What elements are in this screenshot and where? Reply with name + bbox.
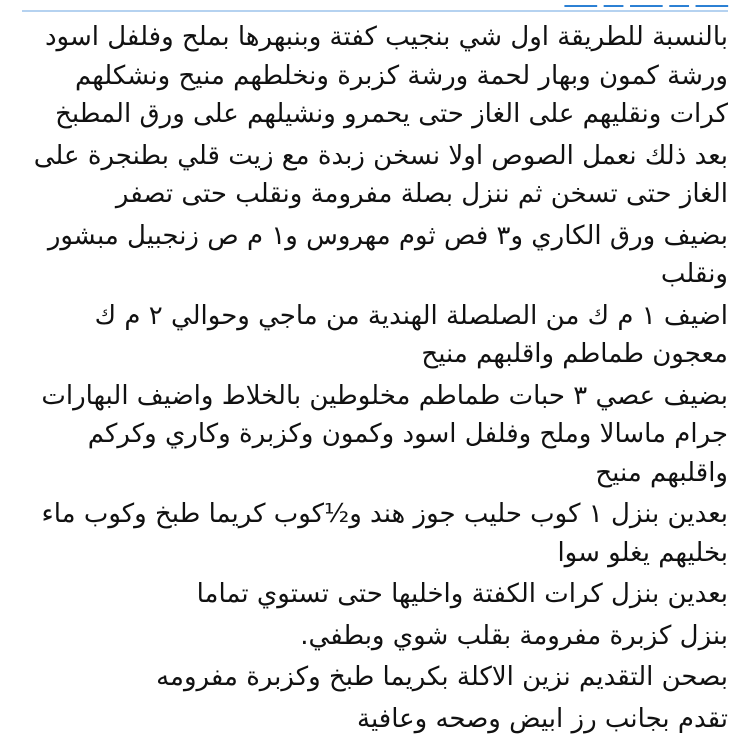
- paragraph-coconut-milk: بعدين بنزل ١ كوب حليب جوز هند و½كوب كريما طبخ وكوب ماء بخليهم يغلو سوا: [41, 499, 728, 568]
- paragraph-garnish: بصحن التقديم نزين الاكلة بكريما طبخ وكزبرة مفرومه: [156, 662, 728, 692]
- clipped-header-text: ـــــ ـــ ـــــ ـــ ـــــ: [22, 0, 728, 14]
- paragraph-sauce-base: بعد ذلك نعمل الصوص اولا نسخن زبدة مع زيت قلي بطنجرة على الغاز حتى تسخن ثم ننزل بصلة مفرومة ونقلب حتى تصفر: [33, 140, 728, 209]
- paragraph-add-kofta: بعدين بنزل كرات الكفتة واخليها حتى تستوي تماما: [196, 579, 728, 609]
- paragraph-curry-garlic: بضيف ورق الكاري و٣ فص ثوم مهروس و١ م ص زنجبيل مبشور ونقلب: [47, 220, 728, 289]
- paragraph-tomatoes-spices: بضيف عصي ٣ حبات طماطم مخلوطين بالخلاط واضيف البهارات جرام ماسالا وملح وفلفل اسود وكمون وكزبرة وكاري وكركم واقلبهم منيح: [41, 380, 728, 488]
- recipe-text-body: [20, 18, 728, 741]
- paragraph-indian-sauce: اضيف ١ م ك من الصلصلة الهندية من ماجي وحوالي ٢ م ك معجون طماطم واقلبهم منيح: [94, 300, 728, 369]
- paragraph-serve: تقدم بجانب رز ابيض وصحه وعافية: [357, 703, 728, 734]
- paragraph-coriander: بنزل كزبرة مفرومة بقلب شوي وبطفي.: [300, 620, 728, 651]
- paragraph-kofta-prep: بالنسبة للطريقة اول شي بنجيب كفتة وبنبهرها بملح وفلفل اسود ورشة كمون وبهار لحمة ورشة كزبرة ونخلطهم منيح ونشكلهم كرات ونقليهم على الغاز حتى يحمرو ونشيلهم على ورق المطبخ: [44, 22, 728, 129]
